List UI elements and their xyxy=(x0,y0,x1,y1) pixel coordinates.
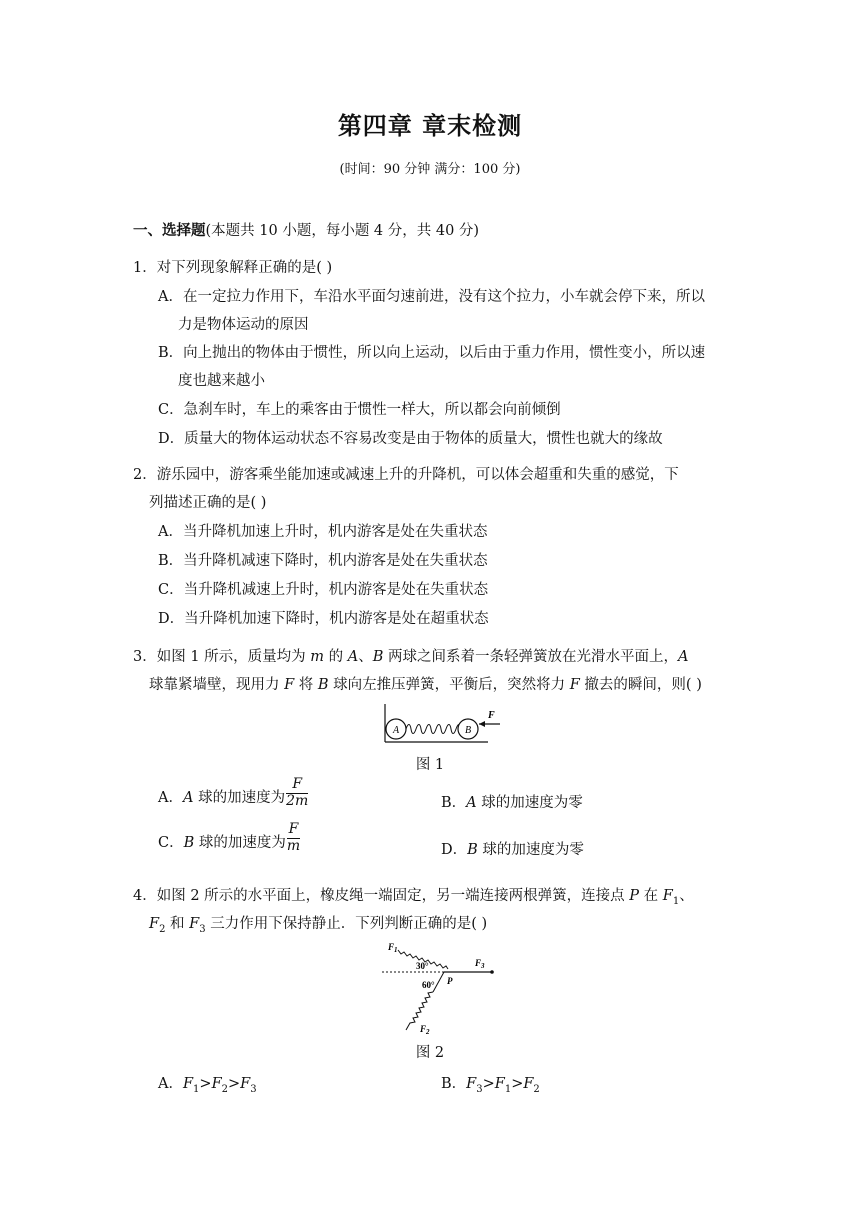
q4-option-a: A．$F_1>F_2>F_3$ xyxy=(158,1076,257,1095)
spring-f2-joint xyxy=(433,972,444,992)
section-head: 一、选择题 xyxy=(133,222,206,239)
label-f3: $F_3$ xyxy=(475,958,485,970)
section-heading xyxy=(133,219,479,240)
q1-option-a-line2: 力是物体运动的原因 xyxy=(178,317,309,333)
q1-option-b-line2: 度也越来越小 xyxy=(178,373,265,389)
question-2-stem-line2: 列描述正确的是( ) xyxy=(149,495,267,511)
q3-option-d: D．B 球的加速度为零 xyxy=(441,842,584,858)
question-2-stem-line1: 2．游乐园中，游客乘坐能加速或减速上升的升降机，可以体会超重和失重的感觉，下 xyxy=(133,467,679,483)
figure-2-force-diagram xyxy=(378,938,498,1036)
question-4-stem-line1: 4．如图 2 所示的水平面上，橡皮绳一端固定，另一端连接两根弹簧，连接点 P 在 $F_1$、 xyxy=(133,888,694,907)
label-f2: $F_2$ xyxy=(420,1024,430,1036)
question-3-stem-line2: 球靠紧墙壁，现用力 F 将 B 球向左推压弹簧，平衡后，突然将力 F 撤去的瞬间，则( ) xyxy=(149,677,702,693)
figure-2-caption: 图 2 xyxy=(415,1045,445,1061)
q2-option-d: D．当升降机加速下降时，机内游客是处在超重状态 xyxy=(158,611,489,627)
angle-60: 60° xyxy=(422,980,435,990)
angle-30: 30° xyxy=(416,961,429,971)
q2-option-c: C．当升降机减速上升时，机内游客是处在失重状态 xyxy=(158,582,489,598)
spring xyxy=(406,725,461,734)
question-4-stem-line2: $F_2$ 和 $F_3$ 三力作用下保持静止．下列判断正确的是( ) xyxy=(149,916,488,935)
q3-option-a: A．A 球的加速度为 $\frac{F}{2m}$ xyxy=(158,776,309,809)
q2-option-b: B．当升降机减速下降时，机内游客是处在失重状态 xyxy=(158,553,488,569)
question-1-stem: 1．对下列现象解释正确的是( ) xyxy=(133,260,333,276)
figure-1-spring-diagram xyxy=(380,700,510,748)
question-3-stem-line1: 3．如图 1 所示，质量均为 m 的 A、B 两球之间系着一条轻弹簧放在光滑水平面上，A xyxy=(133,649,689,665)
q3-option-b: B．A 球的加速度为零 xyxy=(441,795,583,811)
figure-1-caption: 图 1 xyxy=(415,757,445,773)
force-label: F xyxy=(488,710,495,721)
q4-option-b: B．$F_3>F_1>F_2$ xyxy=(441,1076,540,1095)
q1-option-d: D．质量大的物体运动状态不容易改变是由于物体的质量大，惯性也就大的缘故 xyxy=(158,431,663,447)
label-p: P xyxy=(447,976,453,986)
section-note: (本题共 10 小题，每小题 4 分，共 40 分) xyxy=(205,223,480,239)
ball-a-label: A xyxy=(392,725,400,736)
label-f1: $F_1$ xyxy=(388,942,398,954)
q3-option-c: C．B 球的加速度为 $\frac{F}{m}$ xyxy=(158,821,301,854)
q1-option-c: C．急刹车时，车上的乘客由于惯性一样大，所以都会向前倾倒 xyxy=(158,402,561,418)
q2-option-a: A．当升降机加速上升时，机内游客是处在失重状态 xyxy=(158,524,488,540)
page-title: 第四章 章末检测 xyxy=(337,111,523,140)
ball-b-label: B xyxy=(464,725,472,736)
q1-option-b-line1: B．向上抛出的物体由于惯性，所以向上运动，以后由于重力作用，惯性变小，所以速 xyxy=(158,345,706,361)
exam-info: (时间：90 分钟 满分：100 分) xyxy=(339,162,521,177)
q1-option-a-line1: A．在一定拉力作用下，车沿水平面匀速前进，没有这个拉力，小车就会停下来，所以 xyxy=(158,289,705,305)
